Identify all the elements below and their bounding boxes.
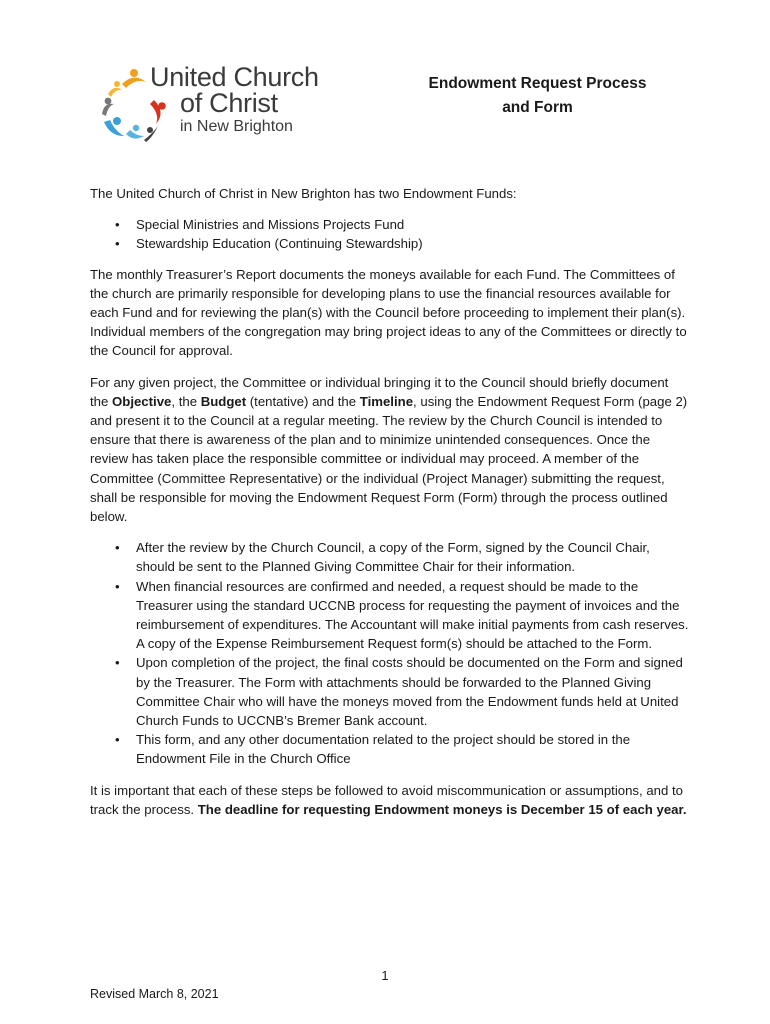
document-title-line1: Endowment Request Process [428,75,647,92]
closing-paragraph [90,781,690,819]
process-step: • After the review by the Church Council, a copy of the Form, signed by the Council Chair, should be sent to the Planned Giving Committee Chair for their information. [90,538,690,576]
process-step: • Upon completion of the project, the final costs should be documented on the Form and signed by the Treasurer. The Form with attachments should be forwarded to the Planned Giving Committee Chair who will have the moneys moved from the Endowment funds held at United Church Funds to UCCNB’s Bremer Bank account. [90,653,690,730]
church-logo [100,64,340,144]
intro-paragraph: The United Church of Christ in New Brighton has two Endowment Funds: [90,186,517,201]
deadline-statement: The deadline for requesting Endowment moneys is December 15 of each year. [197,801,687,817]
process-step: • This form, and any other documentation related to the project should be stored in the Endowment File in the Church Office [90,730,690,768]
project-process-paragraph [90,373,690,527]
treasurer-report-paragraph: The monthly Treasurer’s Report documents the moneys available for each Fund. The Committees of the church are primarily responsible for developing plans to use the financial resources available for each Fund and for reviewing the plan(s) with the Council before proceeding to implement their plan(s). Individual members of the congregation may bring project ideas to any of the Committees or directly to the Council for approval. [90,266,687,359]
para2-text: (tentative) and the [246,393,360,409]
logo-text-line1: United Church [150,62,319,92]
funds-list [90,215,690,253]
fund-item: • Special Ministries and Missions Projects Fund [90,215,690,234]
logo-text-line2: of Christ [180,88,278,118]
page-number: 1 [381,968,389,983]
logo-text-line3: in New Brighton [180,118,293,135]
para2-text: , the [171,393,201,409]
document-body [90,184,690,819]
objective-term: Objective [112,393,172,409]
revision-date: Revised March 8, 2021 [90,987,219,1001]
fund-item: • Stewardship Education (Continuing Stewardship) [90,234,690,253]
para2-text: , using the Endowment Request Form (page 2) and present it to the Council at a regular meeting. The review by the Church Council is intended to ensure that there is awareness of the plan and to minimize unintended consequences. Once the review has taken place the responsible committee or individual may proceed. A member of the Committee (Committee Representative) or the individual (Project Manager) submitting the request, shall be responsible for moving the Endowment Request Form (Form) through the process outlined below. [90,393,688,525]
timeline-term: Timeline [359,393,414,409]
document-title-line2: and Form [502,99,573,116]
budget-term: Budget [200,393,247,409]
process-step: • When financial resources are confirmed and needed, a request should be made to the Treasurer using the standard UCCNB process for requesting the payment of invoices and the reimbursement of expenditures. The Accountant will make initial payments from cash reserves. A copy of the Expense Reimbursement Request form(s) should be attached to the Form. [90,577,690,654]
closing-text: It is important that each of these steps be followed to avoid miscommunication or assumptions, and to track the process. [90,782,684,817]
para2-text: For any given project, the Committee or individual bringing it to the Council should briefly document the [90,374,669,409]
process-steps-list [90,538,690,768]
document-title [395,72,680,120]
